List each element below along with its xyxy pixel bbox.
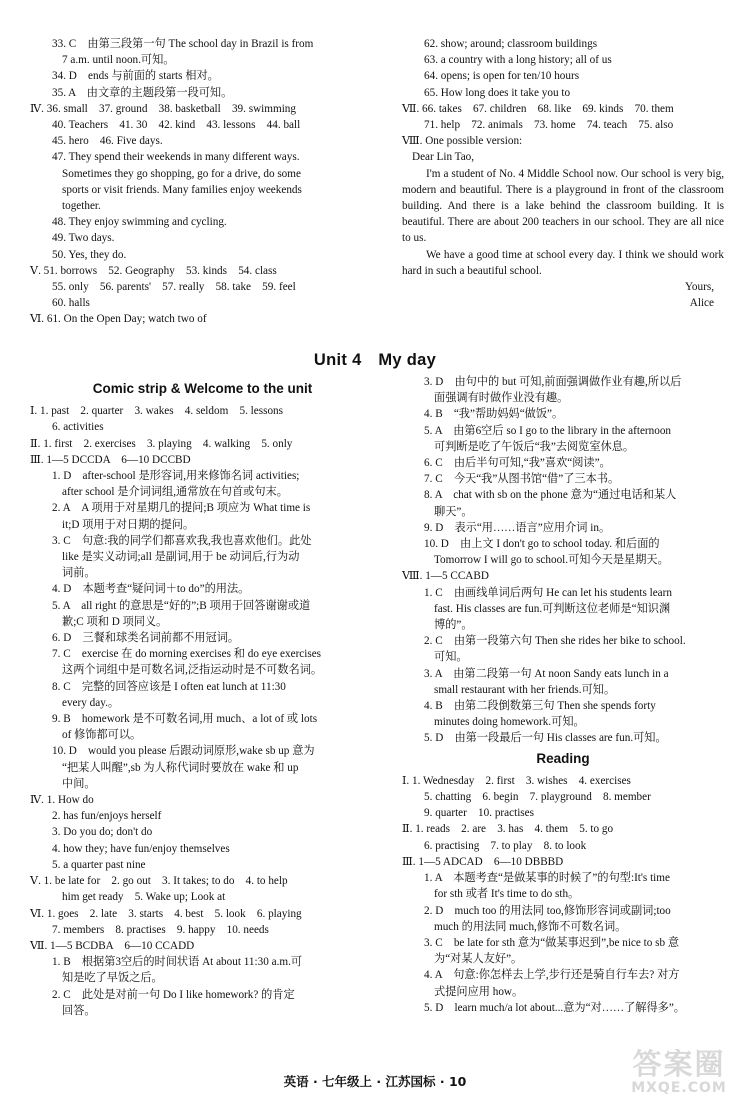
answer-line: 歉;C 项和 D 项同义。 (62, 615, 168, 628)
answer-line: 5. D learn much/a lot about...意为“对……了解得多”。 (424, 1001, 685, 1014)
answer-line: 4. D 本题考查“疑问词＋to do”的用法。 (52, 583, 250, 596)
answer-line: Ⅰ. 1. Wednesday 2. first 3. wishes 4. exercises (402, 774, 631, 787)
letter-closing: Yours, (684, 281, 714, 294)
answer-line: Ⅷ. One possible version: (402, 135, 523, 148)
answer-line: 3. A 由第二段第一句 At noon Sandy eats lunch in a (424, 667, 669, 680)
section-title-reading: Reading (536, 750, 590, 766)
answer-line: 博的”。 (434, 619, 473, 632)
answer-line: 5. chatting 6. begin 7. playground 8. member (424, 791, 651, 804)
answer-line: Ⅲ. 1—5 ADCAD 6—10 DBBBD (402, 855, 564, 868)
answer-line: 3. D 由句中的 but 可知,前面强调做作业有趣,所以后 (424, 376, 682, 388)
watermark-url: MXQE.COM (631, 1080, 727, 1096)
answer-line: 64. opens; is open for ten/10 hours (424, 70, 580, 83)
answer-line: 5. D 由第一段最后一句 His classes are fun.可知。 (424, 732, 667, 745)
answer-line: 63. a country with a long history; all of us (424, 54, 612, 67)
unit-title: Unit 4 My day (313, 351, 437, 369)
answer-line: 4. B “我”帮助妈妈“做饭”。 (424, 408, 564, 421)
answer-line: for sth 或者 It's time to do sth。 (434, 888, 580, 901)
letter-paragraph: We have a good time at school every day. I think we should work hard in such a beautiful school. (402, 248, 724, 277)
answer-line: 45. hero 46. Five days. (52, 135, 163, 148)
answer-line: Ⅵ. 1. goes 2. late 3. starts 4. best 5. look 6. playing (30, 907, 302, 920)
answer-line: 8. C 完整的回答应该是 I often eat lunch at 11:30 (52, 680, 286, 693)
answer-line: 60. halls (52, 297, 90, 310)
answer-line: 10. D would you please 后跟动词原形,wake sb up 意为 (52, 745, 315, 758)
answer-line: Ⅱ. 1. first 2. exercises 3. playing 4. walking 5. only (30, 437, 293, 450)
page-footer: 英语 · 七年级上 · 江苏国标 · 10 (283, 1074, 467, 1089)
answer-line: 面强调有时做作业没有趣。 (434, 392, 569, 405)
answer-line: 5. A 由第6空后 so I go to the library in the afternoon (424, 424, 672, 437)
answer-line: 为“对某人友好”。 (434, 953, 523, 966)
watermark-text: 答案圈 (632, 1047, 726, 1081)
answer-line: 2. D much too 的用法同 too,修饰形容词或副词;too (424, 904, 671, 917)
answer-line: 4. how they; have fun/enjoy themselves (52, 842, 230, 855)
answer-line: Ⅴ. 1. be late for 2. go out 3. It takes; to do 4. to help (30, 875, 288, 888)
answer-line: 可知。 (434, 651, 468, 664)
answer-line: 1. A 本题考查“是做某事的时候了”的句型:It's time (424, 872, 670, 885)
answer-line: 1. D after-school 是形容词,用来修饰名词 activities; (52, 470, 300, 483)
answers-top-left (30, 36, 375, 328)
answer-line: Ⅱ. 1. reads 2. are 3. has 4. them 5. to go (402, 823, 614, 836)
sample-letter (402, 149, 724, 311)
answer-line: Ⅰ. 1. past 2. quarter 3. wakes 4. seldom 5. lessons (30, 405, 283, 418)
answer-line: 式提问应用 how。 (434, 985, 524, 998)
letter-signature: Alice (689, 297, 714, 310)
answer-line: 3. C 句意:我的同学们都喜欢我,我也喜欢他们。此处 (52, 534, 312, 547)
answer-line: 33. C 由第三段第一句 The school day in Brazil is from (52, 38, 314, 50)
answer-line: 4. B 由第二段倒数第三句 Then she spends forty (424, 700, 656, 713)
answer-line: Ⅲ. 1—5 DCCDA 6—10 DCCBD (30, 453, 191, 466)
answer-line: 6. D 三餐和球类名词前都不用冠词。 (52, 632, 240, 645)
answer-line: fast. His classes are fun.可判断这位老师是“知识渊 (434, 602, 671, 615)
answer-line: 5. a quarter past nine (52, 858, 146, 871)
answer-line: 5. A all right 的意思是“好的”;B 项用于回答谢谢或道 (52, 599, 311, 612)
answer-line: 35. A 由文章的主题段第一段可知。 (52, 86, 233, 99)
answer-line: 2. C 由第一段第六句 Then she rides her bike to school. (424, 635, 686, 648)
answer-line: every day.。 (62, 696, 120, 709)
answer-line: it;D 项用于对日期的提问。 (62, 518, 195, 531)
answer-line: 9. D 表示“用……语言”应用介词 in。 (424, 521, 611, 534)
answer-line: Tomorrow I will go to school.可知今天是星期天。 (434, 554, 669, 567)
answer-line: 50. Yes, they do. (52, 248, 127, 261)
answer-line: 2. A A 项用于对星期几的提问;B 项应为 What time is (52, 502, 311, 515)
answer-line: 48. They enjoy swimming and cycling. (52, 216, 227, 229)
answer-line: 7. members 8. practises 9. happy 10. needs (52, 923, 269, 936)
answer-line: sports or visit friends. Many families enjoy weekends (62, 183, 302, 196)
answer-line: 聊天”。 (434, 505, 473, 518)
answer-line: Ⅴ. 51. borrows 52. Geography 53. kinds 54. class (30, 264, 277, 277)
answer-line: 这两个词组中是可数名词,泛指运动时是不可数名词。 (62, 664, 323, 677)
answer-line: 中间。 (62, 777, 96, 790)
section-title-comic: Comic strip & Welcome to the unit (92, 381, 313, 396)
letter-paragraph: I'm a student of No. 4 Middle School now. Our school is very big, modern and beautiful. There is a playground in front of the classroom building. And there is a lake behind the classroom building. It is beautiful. There are about 200 teachers in our school. They are all nice to us. (402, 167, 724, 245)
letter-salutation: Dear Lin Tao, (412, 151, 475, 164)
answer-line: 40. Teachers 41. 30 42. kind 43. lessons 44. ball (52, 119, 301, 132)
answer-line: much 的用法同 much,修饰不可数名词。 (434, 920, 627, 933)
answer-line: minutes doing homework.可知。 (434, 716, 585, 729)
answer-line: 65. How long does it take you to (424, 86, 571, 99)
answer-line: Ⅶ. 1—5 BCDBA 6—10 CCADD (30, 939, 195, 952)
answer-line: 2. C 此处是对前一句 Do I like homework? 的肯定 (52, 988, 295, 1001)
answer-line: 6. activities (52, 421, 104, 434)
answer-line: 3. Do you do; don't do (52, 826, 153, 839)
answer-line: 8. A chat with sb on the phone 意为“通过电话和某人 (424, 489, 677, 502)
answers-top-right (402, 36, 724, 311)
answers-bottom-right (402, 374, 724, 1016)
answer-line: “把某人叫醒”,sb 为人称代词时要放在 wake 和 up (62, 761, 299, 774)
answer-line: 34. D ends 与前面的 starts 相对。 (52, 70, 219, 83)
answer-line: 词前。 (62, 567, 96, 580)
answer-line: 10. D 由上文 I don't go to school today. 和后面的 (424, 538, 660, 551)
answer-line: 55. only 56. parents' 57. really 58. take 59. feel (52, 281, 296, 294)
answer-line: 7. C exercise 在 do morning exercises 和 do eye exercises (52, 648, 322, 661)
answer-line: him get ready 5. Wake up; Look at (62, 891, 226, 904)
answer-line: Ⅷ. 1—5 CCABD (402, 570, 489, 583)
answer-line: 9. quarter 10. practises (424, 807, 534, 820)
answer-line: Ⅳ. 36. small 37. ground 38. basketball 39. swimming (30, 102, 296, 115)
answer-line: 47. They spend their weekends in many different ways. (52, 151, 300, 164)
answer-line: like 是实义动词;all 是副词,用于 be 动词后,行为动 (62, 551, 300, 564)
answer-line: 1. B 根据第3空后的时间状语 At about 11:30 a.m.可 (52, 956, 303, 969)
answer-line: 7. C 今天“我”从图书馆“借”了三本书。 (424, 473, 620, 486)
watermark-logo (618, 1048, 740, 1098)
answer-line: 4. A 句意:你怎样去上学,步行还是骑自行车去? 对方 (424, 969, 680, 982)
answer-line: Ⅳ. 1. How do (30, 794, 94, 807)
answer-line: after school 是介词词组,通常放在句首或句末。 (62, 486, 288, 499)
answer-line: 2. has fun/enjoys herself (52, 810, 162, 823)
answer-line: 7 a.m. until noon.可知。 (62, 54, 175, 67)
answer-line: 62. show; around; classroom buildings (424, 38, 598, 50)
answers-bottom-left (30, 381, 375, 1019)
answer-line: 3. C be late for sth 意为“做某事迟到”,be nice to sb 意 (424, 936, 680, 949)
answer-line: Sometimes they go shopping, go for a drive, do some (62, 167, 301, 180)
answer-line: of 修饰都可以。 (62, 729, 142, 742)
answer-line: 9. B homework 是不可数名词,用 much、a lot of 或 lots (52, 713, 318, 726)
answer-line: together. (62, 200, 101, 213)
answer-line: 可判断是吃了午饭后“我”去阅览室休息。 (434, 440, 635, 453)
answer-line: 71. help 72. animals 73. home 74. teach 75. also (424, 119, 674, 132)
answer-line: 49. Two days. (52, 232, 115, 245)
answer-line: Ⅵ. 61. On the Open Day; watch two of (30, 313, 207, 326)
answer-line: 回答。 (62, 1004, 96, 1017)
answer-line: 知是吃了早饭之后。 (62, 972, 163, 985)
answer-line: small restaurant with her friends.可知。 (434, 683, 616, 696)
answer-line: 1. C 由画线单词后两句 He can let his students learn (424, 586, 672, 599)
answer-line: Ⅶ. 66. takes 67. children 68. like 69. kinds 70. them (402, 102, 674, 115)
answer-line: 6. practising 7. to play 8. to look (424, 839, 587, 852)
answer-line: 6. C 由后半句可知,“我”喜欢“阅读”。 (424, 457, 611, 470)
